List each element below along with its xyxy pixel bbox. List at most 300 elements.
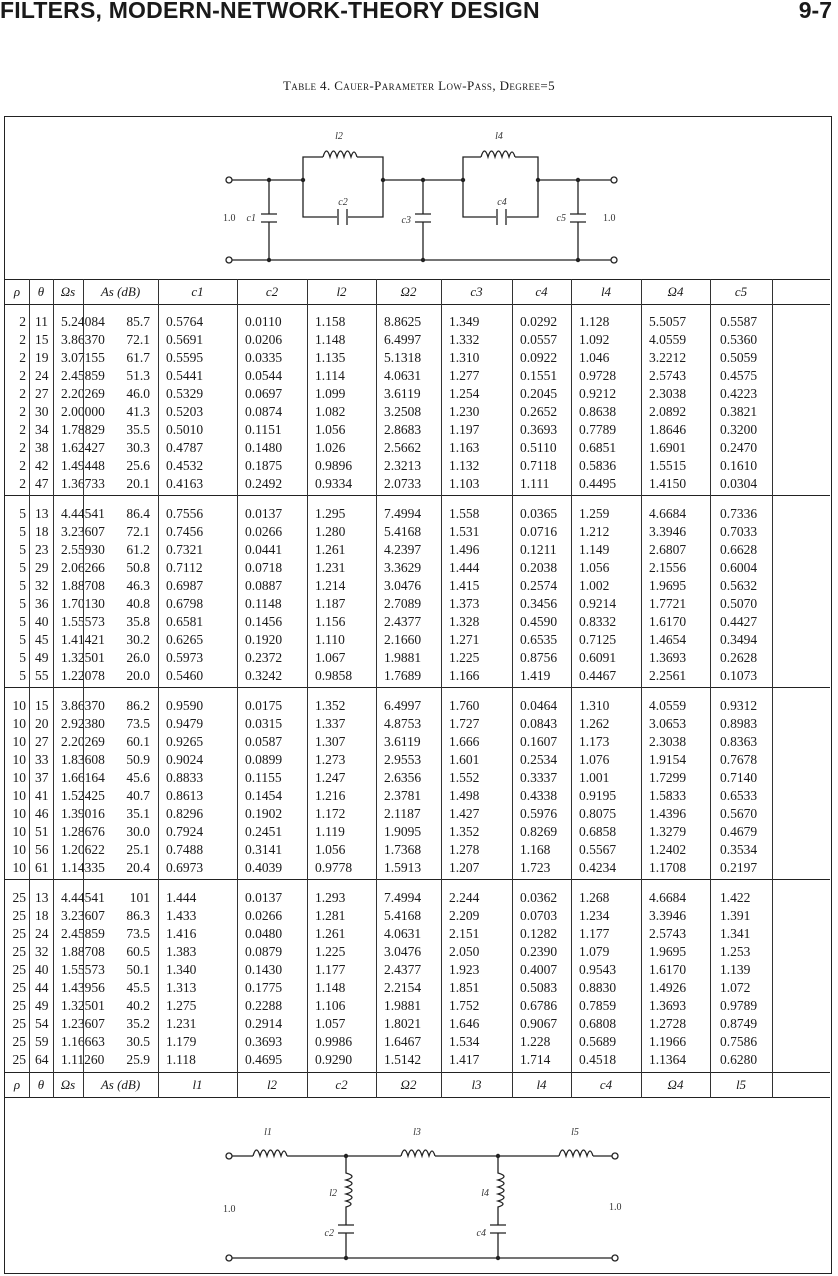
cell-col-11: 1.268 [579, 890, 610, 905]
cell-theta: 38 [35, 440, 49, 455]
cell-as-db: 46.0 [126, 386, 150, 401]
cell-col-5: 0.9265 [166, 734, 204, 749]
cell-rho: 25 [12, 980, 26, 995]
table-row [5, 403, 830, 421]
section-title: FILTERS, MODERN-NETWORK-THEORY DESIGN [0, 0, 540, 23]
cell-col-10: 0.5976 [520, 806, 558, 821]
cell-rho: 5 [19, 668, 26, 683]
cell-theta: 20 [35, 716, 49, 731]
cell-col-9: 1.427 [449, 806, 480, 821]
cell-omega-4: 1.7299 [649, 770, 687, 785]
cell-omega-4: 1.9695 [649, 578, 687, 593]
cell-col-7: 1.119 [315, 824, 345, 839]
cell-rho: 25 [12, 1052, 26, 1067]
cell-omega-2: 2.3781 [384, 788, 422, 803]
port-terminal [226, 177, 232, 183]
footer-header-col-7: c2 [335, 1077, 348, 1092]
cell-as-db: 45.5 [126, 980, 150, 995]
cell-col-13: 0.0304 [720, 476, 758, 491]
cell-col-7: 1.099 [315, 386, 346, 401]
cell-omega-s: 1.55573 [61, 962, 105, 977]
label-l4: l4 [495, 131, 503, 142]
label-l2: l2 [329, 1188, 337, 1199]
cell-col-9: 1.332 [449, 332, 480, 347]
cell-theta: 36 [35, 596, 49, 611]
cell-as-db: 41.3 [126, 404, 150, 419]
cell-omega-4: 2.5743 [649, 368, 687, 383]
table-row [5, 457, 830, 475]
port-terminal [226, 1255, 232, 1261]
cell-col-13: 0.9312 [720, 698, 758, 713]
cell-col-11: 0.6851 [579, 440, 617, 455]
cell-theta: 15 [35, 698, 49, 713]
cell-col-6: 0.0441 [245, 542, 283, 557]
cell-as-db: 50.9 [126, 752, 150, 767]
cell-col-6: 0.0480 [245, 926, 283, 941]
cell-col-6: 0.0137 [245, 890, 283, 905]
table-row [5, 667, 830, 685]
table-row [5, 313, 830, 331]
cell-omega-4: 4.6684 [649, 506, 687, 521]
cell-rho: 5 [19, 614, 26, 629]
cell-rho: 2 [19, 404, 26, 419]
cell-omega-4: 4.0559 [649, 698, 687, 713]
table-row [5, 523, 830, 541]
cell-col-7: 1.158 [315, 314, 346, 329]
cell-omega-2: 1.8021 [384, 1016, 422, 1031]
cell-col-6: 0.1430 [245, 962, 283, 977]
cell-col-7: 1.352 [315, 698, 346, 713]
cell-col-5: 0.7112 [166, 560, 203, 575]
cell-col-10: 0.2045 [520, 386, 558, 401]
cell-rho: 5 [19, 560, 26, 575]
cell-col-11: 0.5689 [579, 1034, 617, 1049]
inductor-l3 [401, 1150, 435, 1156]
cell-omega-s: 1.41421 [61, 632, 105, 647]
column-rule [307, 279, 308, 1098]
header-theta: θ [37, 284, 45, 299]
cell-omega-4: 1.4150 [649, 476, 687, 491]
column-rule [53, 279, 54, 1098]
cell-omega-s: 1.32501 [61, 650, 105, 665]
cell-theta: 47 [35, 476, 49, 491]
cell-as-db: 40.8 [126, 596, 150, 611]
cell-omega-s: 1.16663 [61, 1034, 105, 1049]
label-load-termination: 1.0 [609, 1202, 622, 1213]
port-terminal [226, 1153, 232, 1159]
cell-col-5: 0.5460 [166, 668, 204, 683]
cell-col-6: 0.2492 [245, 476, 283, 491]
cell-col-13: 0.6628 [720, 542, 758, 557]
footer-header-omega-2: Ω2 [400, 1077, 417, 1092]
header-col-11: l4 [600, 284, 612, 299]
table-row [5, 697, 830, 715]
cell-omega-s: 2.20269 [61, 734, 105, 749]
cell-col-11: 1.092 [579, 332, 610, 347]
inductor-l1 [253, 1150, 287, 1156]
label-l4: l4 [481, 1188, 489, 1199]
cell-col-11: 0.9195 [579, 788, 617, 803]
table-row [5, 439, 830, 457]
cell-as-db: 35.8 [126, 614, 150, 629]
cell-col-5: 0.7924 [166, 824, 204, 839]
cell-omega-2: 2.4377 [384, 614, 422, 629]
cell-col-13: 0.7140 [720, 770, 758, 785]
cell-col-11: 0.8638 [579, 404, 617, 419]
cell-col-5: 0.7321 [166, 542, 204, 557]
cell-rho: 5 [19, 578, 26, 593]
cell-col-13: 0.4679 [720, 824, 758, 839]
cell-col-5: 0.6798 [166, 596, 204, 611]
table-row [5, 367, 830, 385]
cell-as-db: 86.4 [126, 506, 150, 521]
cell-theta: 64 [35, 1052, 49, 1067]
cell-col-7: 0.9858 [315, 668, 353, 683]
cell-col-7: 1.082 [315, 404, 346, 419]
cell-omega-4: 2.0892 [649, 404, 687, 419]
capacitor-c4 [490, 1225, 506, 1258]
label-source-termination: 1.0 [223, 213, 236, 224]
cell-omega-2: 6.4997 [384, 332, 422, 347]
cell-theta: 55 [35, 668, 49, 683]
cell-as-db: 50.1 [126, 962, 150, 977]
cell-col-9: 1.197 [449, 422, 480, 437]
cell-omega-2: 1.7368 [384, 842, 422, 857]
cell-col-9: 1.417 [449, 1052, 480, 1067]
cell-col-11: 0.9212 [579, 386, 617, 401]
footer-header-as-db: As (dB) [100, 1077, 141, 1092]
cell-omega-2: 4.2397 [384, 542, 422, 557]
cell-col-9: 1.132 [449, 458, 480, 473]
table-row [5, 1015, 830, 1033]
footer-header-col-9: l3 [471, 1077, 482, 1092]
cell-col-5: 0.5764 [166, 314, 204, 329]
column-rule [158, 279, 159, 1098]
cell-omega-2: 4.0631 [384, 926, 422, 941]
cell-col-13: 0.6280 [720, 1052, 758, 1067]
cell-col-7: 1.110 [315, 632, 345, 647]
cell-col-13: 0.4575 [720, 368, 758, 383]
footer-header-rho: ρ [13, 1077, 21, 1092]
cell-col-13: 0.8363 [720, 734, 758, 749]
cell-col-13: 1.253 [720, 944, 751, 959]
cell-col-5: 0.6987 [166, 578, 204, 593]
header-omega-2: Ω2 [400, 284, 417, 299]
cell-col-13: 0.2197 [720, 860, 758, 875]
cell-theta: 59 [35, 1034, 49, 1049]
cell-col-5: 0.6973 [166, 860, 204, 875]
cell-col-10: 0.1211 [520, 542, 557, 557]
cell-col-6: 0.2288 [245, 998, 283, 1013]
cell-theta: 19 [35, 350, 49, 365]
cell-theta: 24 [35, 368, 49, 383]
footer-header-omega-s: Ωs [60, 1077, 76, 1092]
cell-col-5: 1.118 [166, 1052, 196, 1067]
cell-theta: 13 [35, 506, 49, 521]
cell-col-10: 1.723 [520, 860, 551, 875]
table-row [5, 907, 830, 925]
cell-rho: 25 [12, 962, 26, 977]
cell-omega-4: 5.5057 [649, 314, 687, 329]
cell-omega-2: 3.0476 [384, 944, 422, 959]
cell-omega-2: 2.0733 [384, 476, 422, 491]
cell-col-11: 0.9543 [579, 962, 617, 977]
footer-header-col-5: l1 [192, 1077, 203, 1092]
cell-omega-s: 2.45859 [61, 926, 105, 941]
cell-col-13: 0.5070 [720, 596, 758, 611]
cell-col-7: 1.295 [315, 506, 346, 521]
cell-col-9: 2.244 [449, 890, 480, 905]
cell-col-13: 0.7033 [720, 524, 758, 539]
footer-header-theta: θ [37, 1077, 45, 1092]
cell-col-9: 1.534 [449, 1034, 480, 1049]
cell-col-6: 0.0899 [245, 752, 283, 767]
cell-col-11: 1.001 [579, 770, 610, 785]
cell-omega-s: 1.23607 [61, 1016, 105, 1031]
cell-col-6: 0.0315 [245, 716, 283, 731]
column-rule [710, 279, 711, 1098]
cell-col-5: 0.9479 [166, 716, 204, 731]
cell-col-11: 1.234 [579, 908, 610, 923]
cell-col-5: 0.5973 [166, 650, 204, 665]
inductor-l5 [559, 1150, 593, 1156]
footer-header-col-11: c4 [599, 1077, 613, 1092]
header-col-5: c1 [191, 284, 204, 299]
cell-col-10: 0.5083 [520, 980, 558, 995]
capacitor-c2 [338, 209, 347, 225]
cell-omega-s: 2.00000 [61, 404, 105, 419]
cell-omega-2: 1.7689 [384, 668, 422, 683]
cell-col-11: 1.056 [579, 560, 610, 575]
cell-omega-s: 1.66164 [61, 770, 105, 785]
cell-col-7: 0.9896 [315, 458, 353, 473]
cell-omega-2: 2.1187 [384, 806, 421, 821]
cell-omega-4: 1.4654 [649, 632, 687, 647]
cell-col-9: 1.207 [449, 860, 480, 875]
cell-theta: 13 [35, 890, 49, 905]
cell-omega-2: 2.2154 [384, 980, 422, 995]
cell-col-13: 0.1073 [720, 668, 758, 683]
cell-omega-2: 2.8683 [384, 422, 422, 437]
bottom-column-header-row [5, 1072, 830, 1098]
table-frame [4, 116, 832, 1274]
cell-as-db: 50.8 [126, 560, 150, 575]
cell-col-6: 0.2451 [245, 824, 283, 839]
table-row [5, 787, 830, 805]
cell-col-13: 0.3494 [720, 632, 758, 647]
cell-theta: 18 [35, 524, 49, 539]
cell-col-5: 1.179 [166, 1034, 197, 1049]
cell-as-db: 35.2 [126, 1016, 150, 1031]
cell-omega-4: 1.3693 [649, 650, 687, 665]
cell-col-13: 1.391 [720, 908, 751, 923]
cell-col-10: 0.4007 [520, 962, 558, 977]
cell-col-13: 0.4427 [720, 614, 758, 629]
cell-col-9: 1.552 [449, 770, 480, 785]
cell-as-db: 86.3 [126, 908, 150, 923]
cell-col-11: 0.6091 [579, 650, 617, 665]
cell-col-13: 0.3534 [720, 842, 758, 857]
cell-rho: 25 [12, 926, 26, 941]
cell-col-5: 0.5691 [166, 332, 204, 347]
cell-col-7: 1.261 [315, 542, 346, 557]
cell-col-10: 0.6535 [520, 632, 558, 647]
cell-col-5: 0.5441 [166, 368, 204, 383]
cell-col-10: 1.714 [520, 1052, 551, 1067]
cell-col-9: 1.558 [449, 506, 480, 521]
cell-omega-s: 1.88708 [61, 578, 105, 593]
cell-col-7: 1.148 [315, 980, 346, 995]
cell-col-13: 0.5587 [720, 314, 758, 329]
cell-col-6: 0.2372 [245, 650, 283, 665]
cell-col-5: 1.416 [166, 926, 197, 941]
cell-col-11: 0.7859 [579, 998, 617, 1013]
cell-col-6: 0.1454 [245, 788, 283, 803]
cell-col-6: 0.0266 [245, 908, 283, 923]
cell-theta: 29 [35, 560, 49, 575]
inductor-l4 [481, 151, 515, 157]
cell-col-10: 0.2574 [520, 578, 558, 593]
cell-col-5: 1.275 [166, 998, 197, 1013]
cell-col-11: 0.5836 [579, 458, 617, 473]
cell-rho: 25 [12, 890, 26, 905]
cell-col-13: 0.8749 [720, 1016, 758, 1031]
cell-omega-2: 6.4997 [384, 698, 422, 713]
cell-theta: 23 [35, 542, 49, 557]
cell-col-6: 0.3141 [245, 842, 283, 857]
label-l2: l2 [335, 131, 343, 142]
cell-as-db: 20.0 [126, 668, 150, 683]
cell-omega-4: 3.2212 [649, 350, 687, 365]
cell-omega-s: 1.14335 [61, 860, 105, 875]
cell-col-11: 1.212 [579, 524, 610, 539]
cell-col-9: 1.278 [449, 842, 480, 857]
cell-col-11: 0.6858 [579, 824, 617, 839]
table-caption: Table 4. Cauer-Parameter Low-Pass, Degree=5 [282, 78, 556, 93]
cell-col-7: 1.156 [315, 614, 346, 629]
table-row [5, 1033, 830, 1051]
cell-omega-2: 1.5142 [384, 1052, 422, 1067]
cell-col-5: 0.4787 [166, 440, 204, 455]
table-row [5, 649, 830, 667]
cell-omega-4: 2.6807 [649, 542, 687, 557]
cell-col-11: 1.310 [579, 698, 610, 713]
label-c2: c2 [338, 197, 348, 208]
cell-col-11: 0.9214 [579, 596, 617, 611]
cell-omega-2: 5.4168 [384, 524, 422, 539]
cell-omega-2: 3.3629 [384, 560, 422, 575]
port-terminal [226, 257, 232, 263]
cell-col-6: 0.0266 [245, 524, 283, 539]
cell-as-db: 73.5 [126, 716, 150, 731]
capacitor-c2 [338, 1225, 354, 1258]
cell-col-6: 0.1920 [245, 632, 283, 647]
cell-col-7: 1.247 [315, 770, 346, 785]
header-col-9: c3 [470, 284, 483, 299]
cell-col-5: 0.7556 [166, 506, 204, 521]
cell-col-6: 0.1875 [245, 458, 283, 473]
cell-rho: 10 [12, 806, 26, 821]
label-source-termination: 1.0 [223, 1204, 236, 1215]
cell-col-11: 0.8075 [579, 806, 617, 821]
cell-col-11: 1.076 [579, 752, 610, 767]
cell-as-db: 45.6 [126, 770, 150, 785]
cell-col-10: 0.1282 [520, 926, 558, 941]
cell-rho: 10 [12, 752, 26, 767]
cell-col-7: 0.9334 [315, 476, 353, 491]
cell-col-6: 0.0175 [245, 698, 283, 713]
table-row [5, 595, 830, 613]
cell-omega-4: 1.4396 [649, 806, 687, 821]
capacitor-c3 [415, 180, 431, 260]
cell-col-10: 1.228 [520, 1034, 551, 1049]
cell-col-10: 0.0292 [520, 314, 558, 329]
cell-omega-4: 1.6170 [649, 962, 687, 977]
cell-omega-s: 1.43956 [61, 980, 105, 995]
cell-as-db: 30.3 [126, 440, 150, 455]
cell-omega-4: 1.5515 [649, 458, 687, 473]
cell-col-10: 0.5110 [520, 440, 557, 455]
cell-omega-4: 2.2561 [649, 668, 687, 683]
cell-theta: 32 [35, 944, 49, 959]
cell-col-5: 1.231 [166, 1016, 197, 1031]
cell-theta: 46 [35, 806, 49, 821]
cell-col-10: 1.168 [520, 842, 551, 857]
cell-col-11: 1.259 [579, 506, 610, 521]
table-row [5, 769, 830, 787]
cell-rho: 5 [19, 632, 26, 647]
cell-theta: 42 [35, 458, 49, 473]
cell-col-7: 1.114 [315, 368, 345, 383]
cell-col-7: 1.026 [315, 440, 346, 455]
cell-rho: 25 [12, 1034, 26, 1049]
table-row [5, 421, 830, 439]
cell-col-6: 0.0879 [245, 944, 283, 959]
cell-theta: 15 [35, 332, 49, 347]
cell-col-9: 1.373 [449, 596, 480, 611]
column-rule [29, 279, 30, 1098]
cell-col-9: 1.727 [449, 716, 480, 731]
cell-omega-2: 2.7089 [384, 596, 422, 611]
cell-theta: 45 [35, 632, 49, 647]
table-row [5, 577, 830, 595]
cell-col-10: 0.0703 [520, 908, 558, 923]
cell-col-10: 0.8756 [520, 650, 558, 665]
column-rule [83, 279, 84, 1098]
cell-omega-2: 4.0631 [384, 368, 422, 383]
cell-col-6: 0.3242 [245, 668, 283, 683]
cell-col-5: 0.6265 [166, 632, 204, 647]
cell-col-13: 1.341 [720, 926, 751, 941]
cell-omega-2: 5.1318 [384, 350, 422, 365]
cell-col-9: 1.760 [449, 698, 480, 713]
cell-col-5: 0.8833 [166, 770, 204, 785]
table-row [5, 475, 830, 493]
cell-col-9: 1.271 [449, 632, 480, 647]
cell-theta: 11 [35, 314, 48, 329]
cell-col-5: 0.4163 [166, 476, 204, 491]
cell-theta: 37 [35, 770, 49, 785]
cell-col-7: 1.214 [315, 578, 346, 593]
cell-theta: 32 [35, 578, 49, 593]
cell-col-9: 1.349 [449, 314, 480, 329]
cell-as-db: 61.2 [126, 542, 150, 557]
cell-as-db: 26.0 [126, 650, 150, 665]
cell-rho: 5 [19, 506, 26, 521]
parallel-branch-1 [303, 157, 383, 217]
cell-col-9: 1.254 [449, 386, 480, 401]
cell-as-db: 40.7 [126, 788, 150, 803]
